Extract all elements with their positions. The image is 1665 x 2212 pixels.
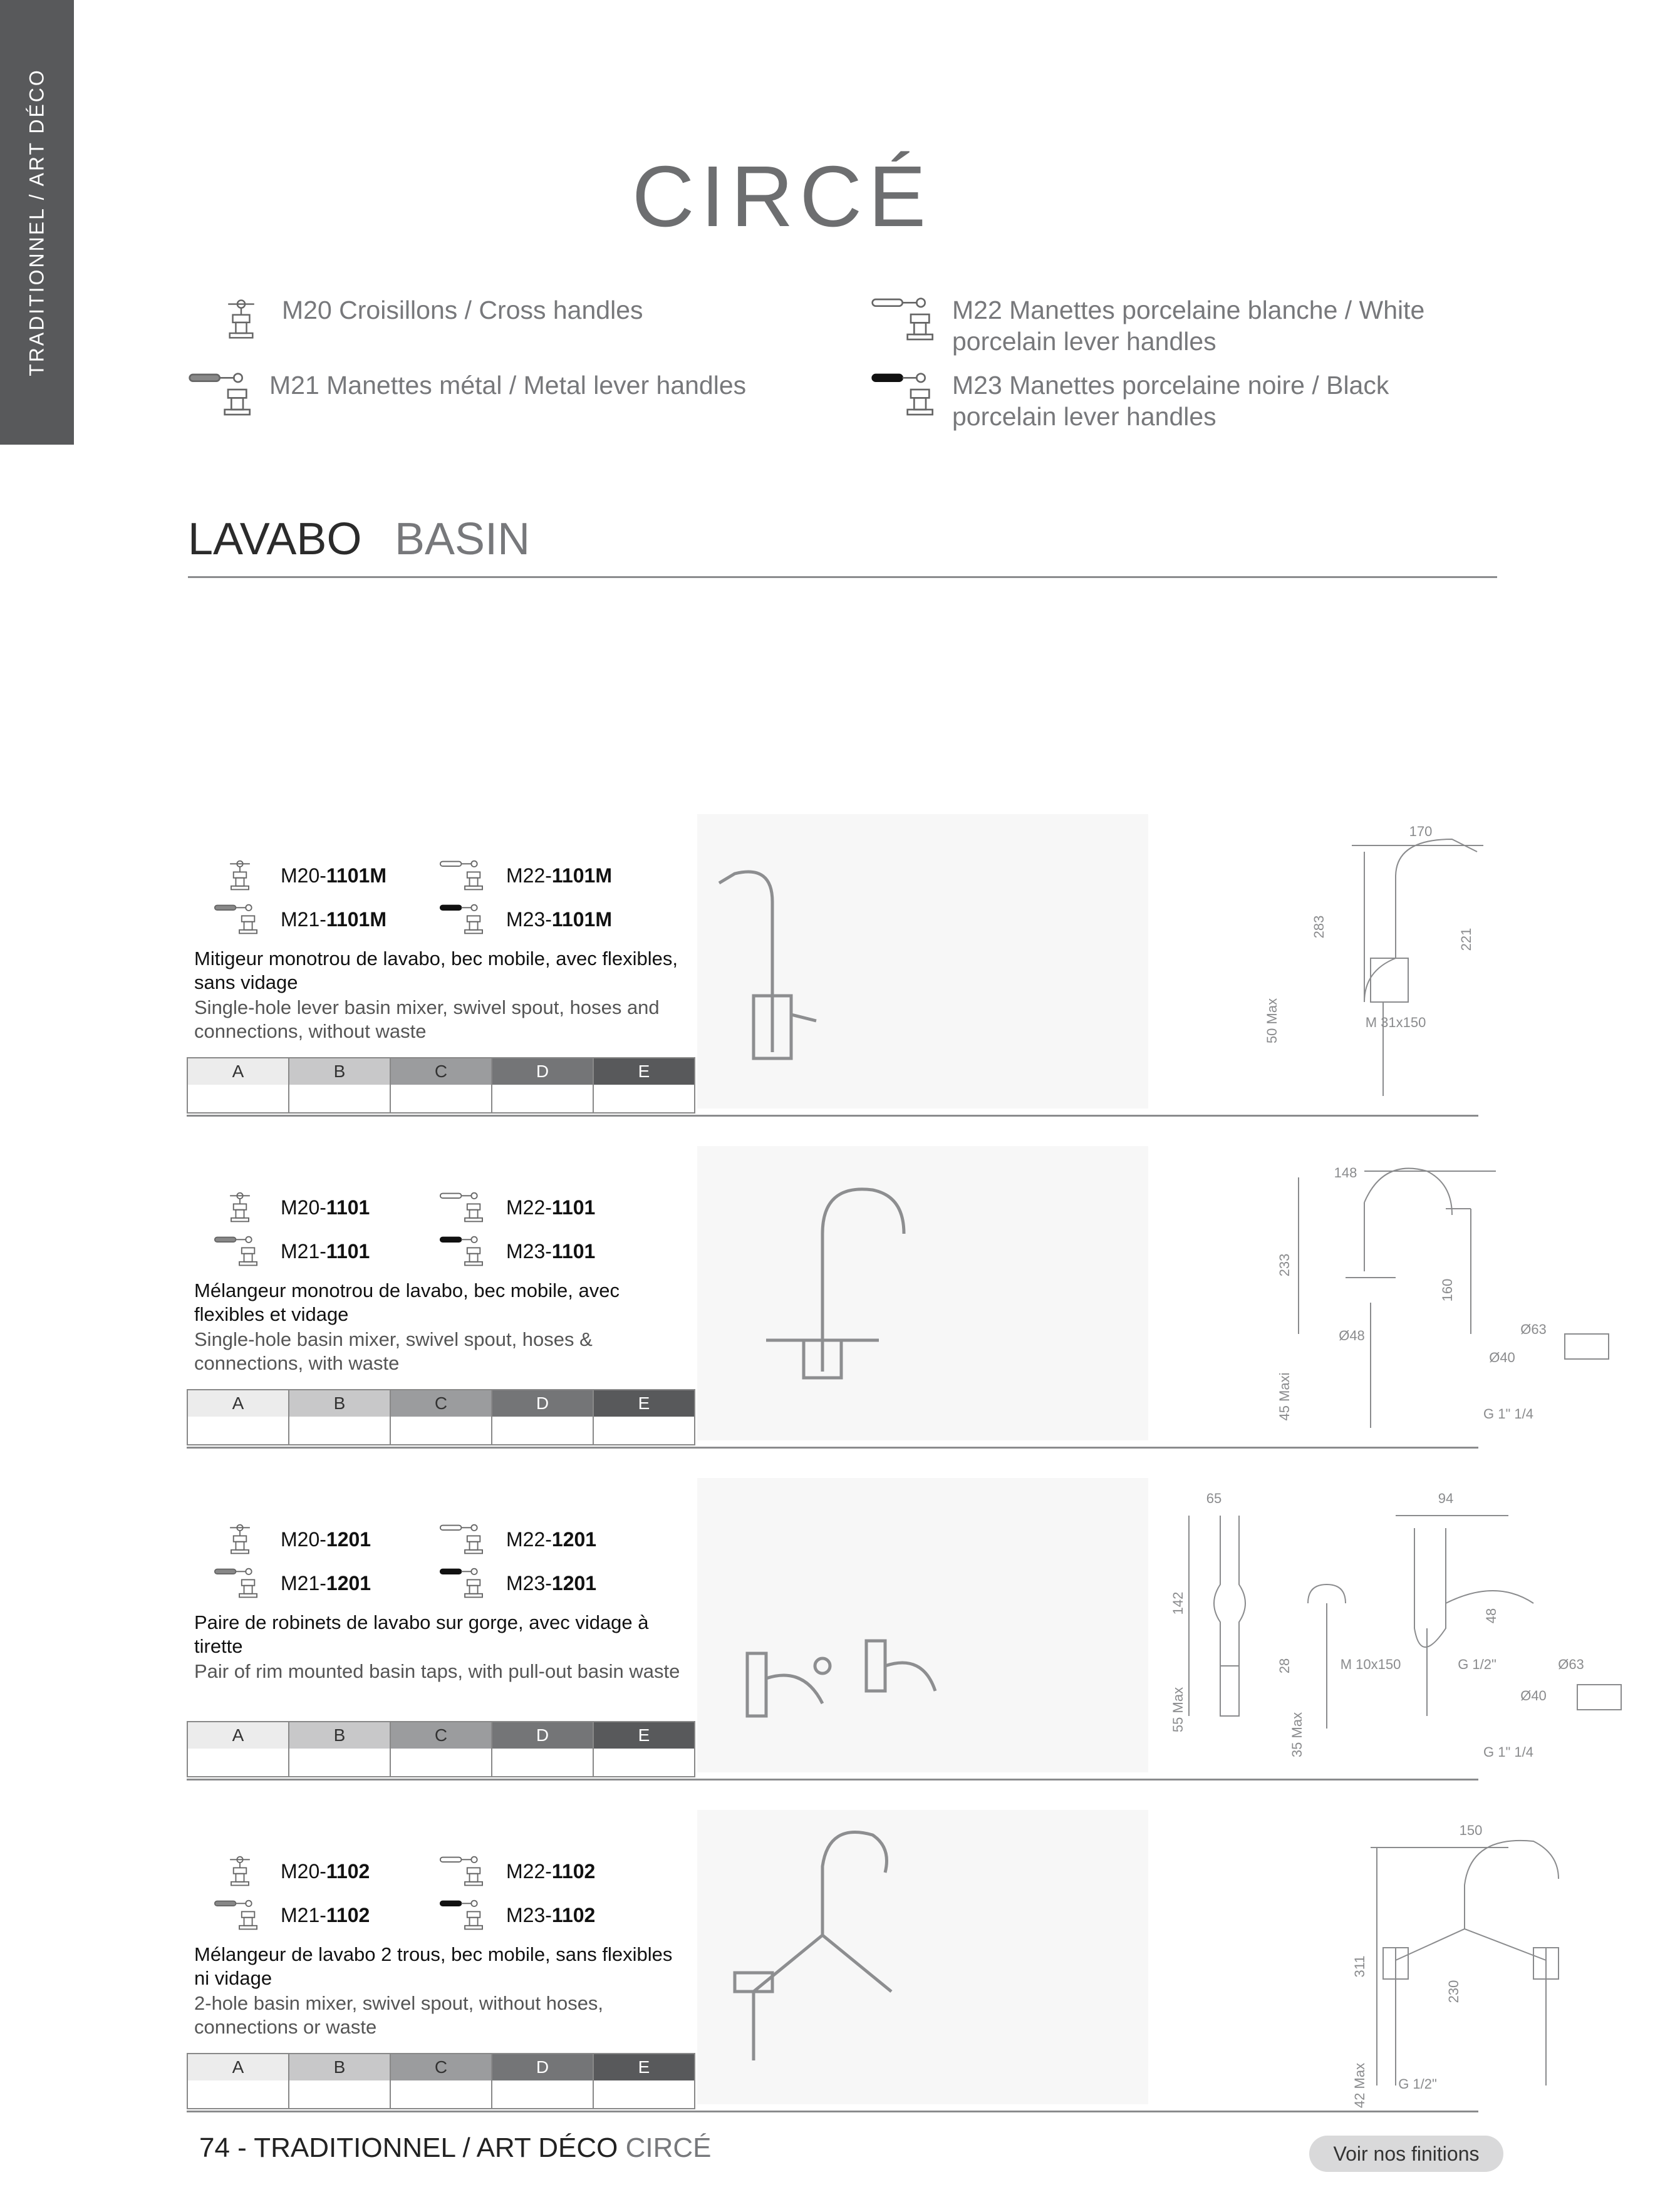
finish-checkbox[interactable] — [289, 1417, 390, 1444]
dimension-label: G 1" 1/4 — [1483, 1406, 1533, 1422]
dimension-label: 142 — [1170, 1591, 1186, 1615]
code-prefix: M23- — [506, 1571, 552, 1594]
product-block — [187, 1810, 1483, 2112]
finish-checkbox[interactable] — [492, 1417, 593, 1444]
product-code — [437, 1854, 595, 1889]
code-prefix: M20- — [281, 1527, 326, 1551]
finish-label: A — [188, 1058, 288, 1085]
dimension-label: 230 — [1446, 1980, 1461, 2003]
description-fr: Mélangeur de lavabo 2 trous, bec mobile, sans flexibles ni vidage — [194, 1943, 673, 1989]
finish-label: B — [289, 1390, 390, 1417]
product-code — [437, 902, 612, 937]
legend-m22-text: M22 Manettes porcelaine blanche / White porcelain lever handles — [952, 296, 1425, 356]
finish-checkbox[interactable] — [188, 1417, 288, 1444]
code-number: 1101 — [326, 1239, 370, 1263]
cross-handle-icon — [212, 858, 268, 893]
description-fr: Mélangeur monotrou de lavabo, bec mobile, avec flexibles et vidage — [194, 1279, 620, 1325]
dimension-label: 233 — [1277, 1253, 1292, 1277]
finish-label: D — [492, 1058, 593, 1085]
code-number: 1102 — [326, 1859, 370, 1883]
product-code — [212, 858, 386, 893]
product-code — [437, 1898, 595, 1933]
finish-checkbox[interactable] — [188, 1085, 288, 1112]
finish-table — [187, 2053, 695, 2109]
finish-swatch[interactable] — [289, 1721, 391, 1777]
dimension-label: 160 — [1439, 1278, 1455, 1302]
finish-swatch[interactable] — [289, 1389, 391, 1445]
product-code — [212, 1854, 370, 1889]
cross-handle-icon — [212, 1522, 268, 1557]
dimension-label: 50 Max — [1264, 998, 1280, 1044]
product-code — [212, 1898, 370, 1933]
white-lever-icon — [437, 1854, 494, 1889]
code-number: 1102 — [551, 1903, 596, 1926]
finish-checkbox[interactable] — [289, 1749, 390, 1776]
dimension-label: Ø40 — [1520, 1688, 1547, 1703]
finish-swatch[interactable] — [594, 1057, 695, 1114]
dimension-label: 48 — [1483, 1608, 1499, 1624]
dimension-label: Ø48 — [1339, 1328, 1365, 1343]
product-code — [437, 1234, 595, 1269]
product-block — [187, 1146, 1547, 1449]
product-codes — [212, 1190, 650, 1284]
finish-swatch[interactable] — [391, 2053, 492, 2109]
finish-swatch[interactable] — [187, 1389, 289, 1445]
finish-label: E — [594, 1058, 694, 1085]
product-code — [212, 1234, 370, 1269]
finish-swatch[interactable] — [492, 2053, 594, 2109]
finish-checkbox[interactable] — [391, 2080, 491, 2108]
dimension-label: Ø40 — [1489, 1350, 1515, 1365]
code-number: 1201 — [551, 1527, 597, 1551]
faucet-image — [697, 814, 960, 1109]
black-lever-icon — [871, 370, 946, 420]
finish-swatch[interactable] — [187, 1721, 289, 1777]
finish-checkbox[interactable] — [391, 1749, 491, 1776]
finish-label: C — [391, 1390, 491, 1417]
dimension-label: 55 Max — [1170, 1687, 1186, 1733]
code-number: 1101M — [551, 907, 612, 931]
finish-label: C — [391, 2054, 491, 2080]
legend-m20-text: M20 Croisillons / Cross handles — [282, 296, 643, 324]
finish-label: D — [492, 2054, 593, 2080]
finish-swatch[interactable] — [187, 1057, 289, 1114]
code-number: 1101 — [551, 1196, 596, 1219]
black-lever-icon — [437, 902, 494, 937]
finish-swatch[interactable] — [391, 1057, 492, 1114]
finish-swatch[interactable] — [594, 2053, 695, 2109]
finish-checkbox[interactable] — [391, 1085, 491, 1112]
dimension-label: 150 — [1459, 1822, 1483, 1838]
white-lever-icon — [871, 294, 946, 344]
dimension-label: 221 — [1458, 928, 1474, 951]
white-lever-icon — [437, 858, 494, 893]
code-number: 1201 — [326, 1527, 371, 1551]
dimension-label: 311 — [1352, 1955, 1367, 1978]
dimension-label: 35 Max — [1289, 1712, 1305, 1758]
dimension-label: 170 — [1409, 824, 1433, 839]
code-prefix: M23- — [506, 907, 552, 931]
code-prefix: M20- — [281, 1196, 326, 1219]
finish-label: E — [594, 1722, 694, 1749]
footer-separator: - — [229, 2132, 254, 2163]
product-codes — [212, 858, 650, 952]
finish-checkbox[interactable] — [492, 1749, 593, 1776]
finish-checkbox[interactable] — [492, 1085, 593, 1112]
collection-title: CIRCÉ — [631, 148, 933, 245]
technical-drawing — [1158, 1810, 1665, 2109]
finish-checkbox[interactable] — [492, 2080, 593, 2108]
description-en: 2-hole basin mixer, swivel spout, without hoses, connections or waste — [194, 1992, 604, 2038]
product-block — [187, 1478, 1584, 1780]
dimension-label: 283 — [1311, 915, 1327, 939]
white-lever-icon — [437, 1522, 494, 1557]
finish-swatch[interactable] — [289, 2053, 391, 2109]
section-title-en: BASIN — [395, 514, 531, 564]
finish-label: D — [492, 1390, 593, 1417]
finish-swatch[interactable] — [594, 1389, 695, 1445]
metal-lever-icon — [212, 902, 268, 937]
finish-checkbox[interactable] — [289, 1085, 390, 1112]
finish-swatch[interactable] — [492, 1057, 594, 1114]
white-lever-icon — [437, 1190, 494, 1225]
faucet-image — [697, 1146, 960, 1440]
technical-drawing — [1158, 1146, 1665, 1440]
finish-swatch[interactable] — [594, 1721, 695, 1777]
legend-m21 — [188, 370, 789, 420]
code-number: 1101 — [326, 1196, 370, 1219]
product-codes — [212, 1522, 650, 1616]
finish-checkbox[interactable] — [594, 1085, 694, 1112]
technical-drawing — [1158, 814, 1665, 1109]
legend-m22 — [871, 294, 1497, 357]
dimension-label: 65 — [1206, 1491, 1222, 1506]
product-code — [437, 1522, 596, 1557]
dimension-label: 45 Maxi — [1277, 1372, 1292, 1421]
finish-swatch[interactable] — [492, 1721, 594, 1777]
finish-swatch[interactable] — [391, 1389, 492, 1445]
section-heading — [188, 514, 1497, 578]
finish-swatch[interactable] — [289, 1057, 391, 1114]
product-code — [437, 1190, 595, 1225]
faucet-image — [697, 1478, 960, 1772]
product-code — [212, 1566, 371, 1601]
cross-handle-icon — [207, 294, 276, 344]
section-title-fr: LAVABO — [188, 514, 362, 564]
finish-checkbox[interactable] — [594, 1749, 694, 1776]
finish-label: C — [391, 1722, 491, 1749]
finish-label: B — [289, 2054, 390, 2080]
legend-m20 — [207, 294, 770, 344]
finish-checkbox[interactable] — [594, 1417, 694, 1444]
dimension-label: 28 — [1277, 1658, 1292, 1674]
product-code — [212, 1190, 370, 1225]
legend-m23-text: M23 Manettes porcelaine noire / Black porcelain lever handles — [952, 371, 1389, 431]
description-en: Single-hole lever basin mixer, swivel spout, hoses and connections, without waste — [194, 996, 660, 1042]
code-number: 1102 — [551, 1859, 596, 1883]
dimension-label: M 10x150 — [1340, 1656, 1401, 1672]
finish-label: B — [289, 1058, 390, 1085]
finish-swatch[interactable] — [492, 1389, 594, 1445]
dimension-label: M 31x150 — [1365, 1015, 1426, 1030]
dimension-label: G 1/2" — [1398, 2076, 1437, 2092]
code-number: 1101M — [551, 864, 612, 887]
code-prefix: M23- — [506, 1903, 552, 1926]
finish-swatch[interactable] — [391, 1721, 492, 1777]
side-tab-label: TRADITIONNEL / ART DÉCO — [25, 68, 48, 376]
page-number: 74 — [199, 2132, 230, 2163]
black-lever-icon — [437, 1234, 494, 1269]
view-finishes-button[interactable]: Voir nos finitions — [1309, 2136, 1503, 2172]
finish-checkbox[interactable] — [188, 1749, 288, 1776]
finish-checkbox[interactable] — [289, 2080, 390, 2108]
description-en: Single-hole basin mixer, swivel spout, hoses & connections, with waste — [194, 1328, 593, 1374]
finish-table — [187, 1389, 695, 1445]
code-prefix: M20- — [281, 864, 326, 887]
product-codes — [212, 1854, 650, 1948]
code-prefix: M21- — [281, 1239, 326, 1263]
finish-checkbox[interactable] — [594, 2080, 694, 2108]
code-number: 1101 — [551, 1239, 596, 1263]
product-photo — [697, 1810, 1148, 2104]
dimension-drawing — [1158, 814, 1665, 1109]
dimension-drawing — [1158, 1810, 1665, 2109]
cross-handle-icon — [212, 1854, 268, 1889]
dimension-label: 42 Max — [1352, 2062, 1367, 2109]
dimension-label: G 1" 1/4 — [1483, 1744, 1533, 1760]
code-prefix: M22- — [506, 1527, 552, 1551]
code-number: 1102 — [326, 1903, 370, 1926]
black-lever-icon — [437, 1898, 494, 1933]
page-footer — [199, 2132, 711, 2164]
product-code — [437, 1566, 596, 1601]
code-prefix: M22- — [506, 1196, 552, 1219]
finish-checkbox[interactable] — [188, 2080, 288, 2108]
code-prefix: M21- — [281, 907, 326, 931]
description-fr: Paire de robinets de lavabo sur gorge, avec vidage à tirette — [194, 1611, 649, 1657]
product-code — [212, 1522, 371, 1557]
description-fr: Mitigeur monotrou de lavabo, bec mobile, avec flexibles, sans vidage — [194, 948, 678, 993]
finish-label: C — [391, 1058, 491, 1085]
code-number: 1101M — [326, 864, 386, 887]
finish-label: E — [594, 2054, 694, 2080]
finish-checkbox[interactable] — [391, 1417, 491, 1444]
faucet-image — [697, 1810, 960, 2104]
metal-lever-icon — [212, 1898, 268, 1933]
product-photo — [697, 1478, 1148, 1772]
code-prefix: M21- — [281, 1571, 326, 1594]
product-code — [437, 858, 612, 893]
product-photo — [697, 814, 1148, 1109]
cross-handle-icon — [212, 1190, 268, 1225]
dimension-drawing — [1158, 1478, 1665, 1772]
finish-label: A — [188, 1722, 288, 1749]
product-photo — [697, 1146, 1148, 1440]
code-prefix: M20- — [281, 1859, 326, 1883]
description-en: Pair of rim mounted basin taps, with pull-out basin waste — [194, 1660, 680, 1682]
technical-drawing — [1158, 1478, 1665, 1772]
finish-swatch[interactable] — [187, 2053, 289, 2109]
dimension-label: Ø63 — [1520, 1321, 1547, 1337]
dimension-label: 94 — [1438, 1491, 1454, 1506]
code-number: 1101M — [326, 907, 386, 931]
legend-m21-text: M21 Manettes métal / Metal lever handles — [269, 371, 747, 400]
code-prefix: M22- — [506, 864, 552, 887]
legend-m23 — [871, 370, 1497, 432]
code-prefix: M23- — [506, 1239, 552, 1263]
footer-collection: CIRCÉ — [625, 2132, 712, 2163]
finish-table — [187, 1721, 695, 1777]
dimension-label: Ø63 — [1558, 1656, 1584, 1672]
code-number: 1201 — [326, 1571, 371, 1594]
code-number: 1201 — [551, 1571, 597, 1594]
dimension-drawing — [1158, 1146, 1665, 1440]
metal-lever-icon — [188, 370, 263, 420]
finish-table — [187, 1057, 695, 1114]
code-prefix: M22- — [506, 1859, 552, 1883]
dimension-label: G 1/2" — [1458, 1656, 1496, 1672]
finish-label: A — [188, 1390, 288, 1417]
dimension-label: 148 — [1334, 1165, 1357, 1181]
metal-lever-icon — [212, 1566, 268, 1601]
finish-label: A — [188, 2054, 288, 2080]
product-code — [212, 902, 386, 937]
metal-lever-icon — [212, 1234, 268, 1269]
code-prefix: M21- — [281, 1903, 326, 1926]
finish-label: D — [492, 1722, 593, 1749]
product-block — [187, 814, 1478, 1117]
finish-label: E — [594, 1390, 694, 1417]
black-lever-icon — [437, 1566, 494, 1601]
footer-category: TRADITIONNEL / ART DÉCO — [254, 2132, 618, 2163]
finish-label: B — [289, 1722, 390, 1749]
